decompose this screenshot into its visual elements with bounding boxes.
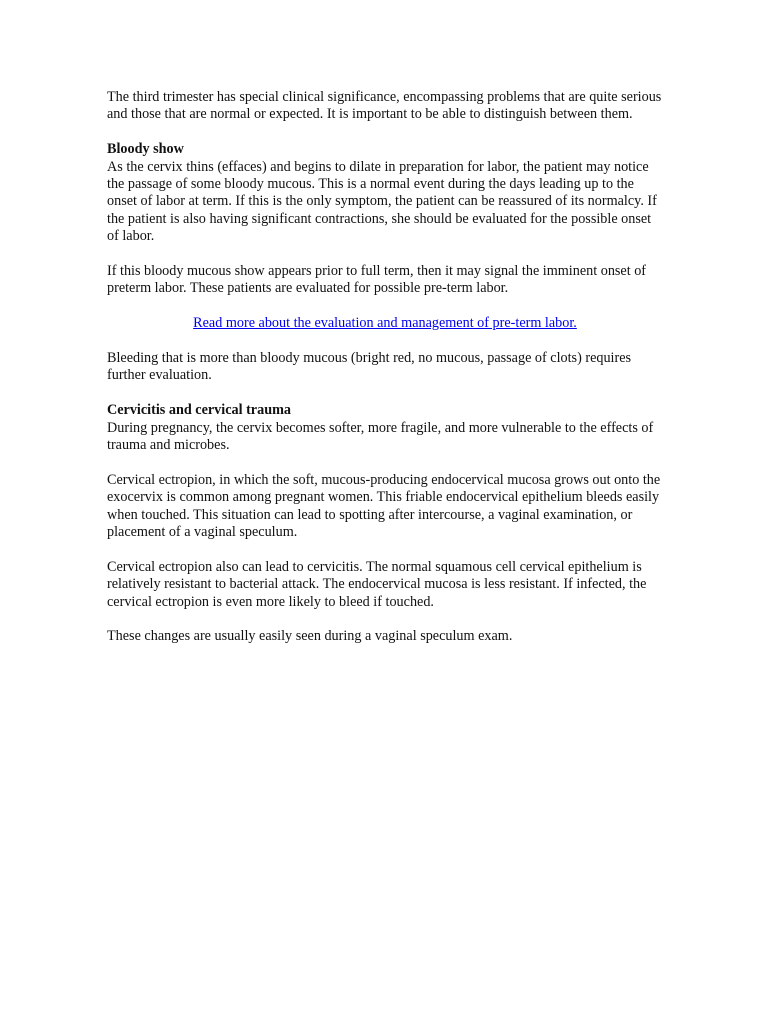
bloody-show-heading: Bloody show: [107, 141, 184, 158]
bloody-show-paragraph-2: If this bloody mucous show appears prior to full term, then it may signal the imminent onset of preterm labor. These patients are evaluated for possible pre-term labor.: [107, 263, 647, 297]
cervicitis-heading: Cervicitis and cervical trauma: [107, 402, 291, 419]
cervicitis-paragraph-3: Cervical ectropion also can lead to cervicitis. The normal squamous cell cervical epithelium is relatively resistant to bacterial attack. The endocervical mucosa is less resistant. If infected, the cervical ectropion is even more likely to bleed if touched.: [107, 558, 647, 610]
document-body: [107, 89, 663, 663]
bloody-show-paragraph-3: Bleeding that is more than bloody mucous (bright red, no mucous, passage of clots) requires further evaluation.: [107, 350, 632, 384]
cervicitis-paragraph-4: These changes are usually easily seen during a vaginal speculum exam.: [107, 628, 513, 645]
intro-paragraph: The third trimester has special clinical significance, encompassing problems that are quite serious and those that are normal or expected. It is important to be able to distinguish between them.: [107, 89, 662, 123]
bloody-show-section: [107, 141, 663, 245]
cervicitis-paragraph-1: During pregnancy, the cervix becomes softer, more fragile, and more vulnerable to the effects of trauma and microbes.: [107, 419, 654, 454]
cervicitis-paragraph-2: Cervical ectropion, in which the soft, mucous-producing endocervical mucosa grows out onto the exocervix is common among pregnant women. This friable endocervical epithelium bleeds easily when touched. This situation can lead to spotting after intercourse, a vaginal examination, or placement of a vaginal speculum.: [107, 471, 661, 541]
bloody-show-paragraph-1: As the cervix thins (effaces) and begins to dilate in preparation for labor, the patient may notice the passage of some bloody mucous. This is a normal event during the days leading up to the onset of labor at term. If this is the only symptom, the patient can be reassured of its normalcy. If the patient is also having significant contractions, she should be evaluated for the possible onset of labor.: [107, 158, 657, 245]
preterm-link-line: [107, 315, 663, 332]
preterm-labor-link[interactable]: Read more about the evaluation and management of pre-term labor.: [193, 315, 577, 332]
cervicitis-section: [107, 402, 663, 454]
